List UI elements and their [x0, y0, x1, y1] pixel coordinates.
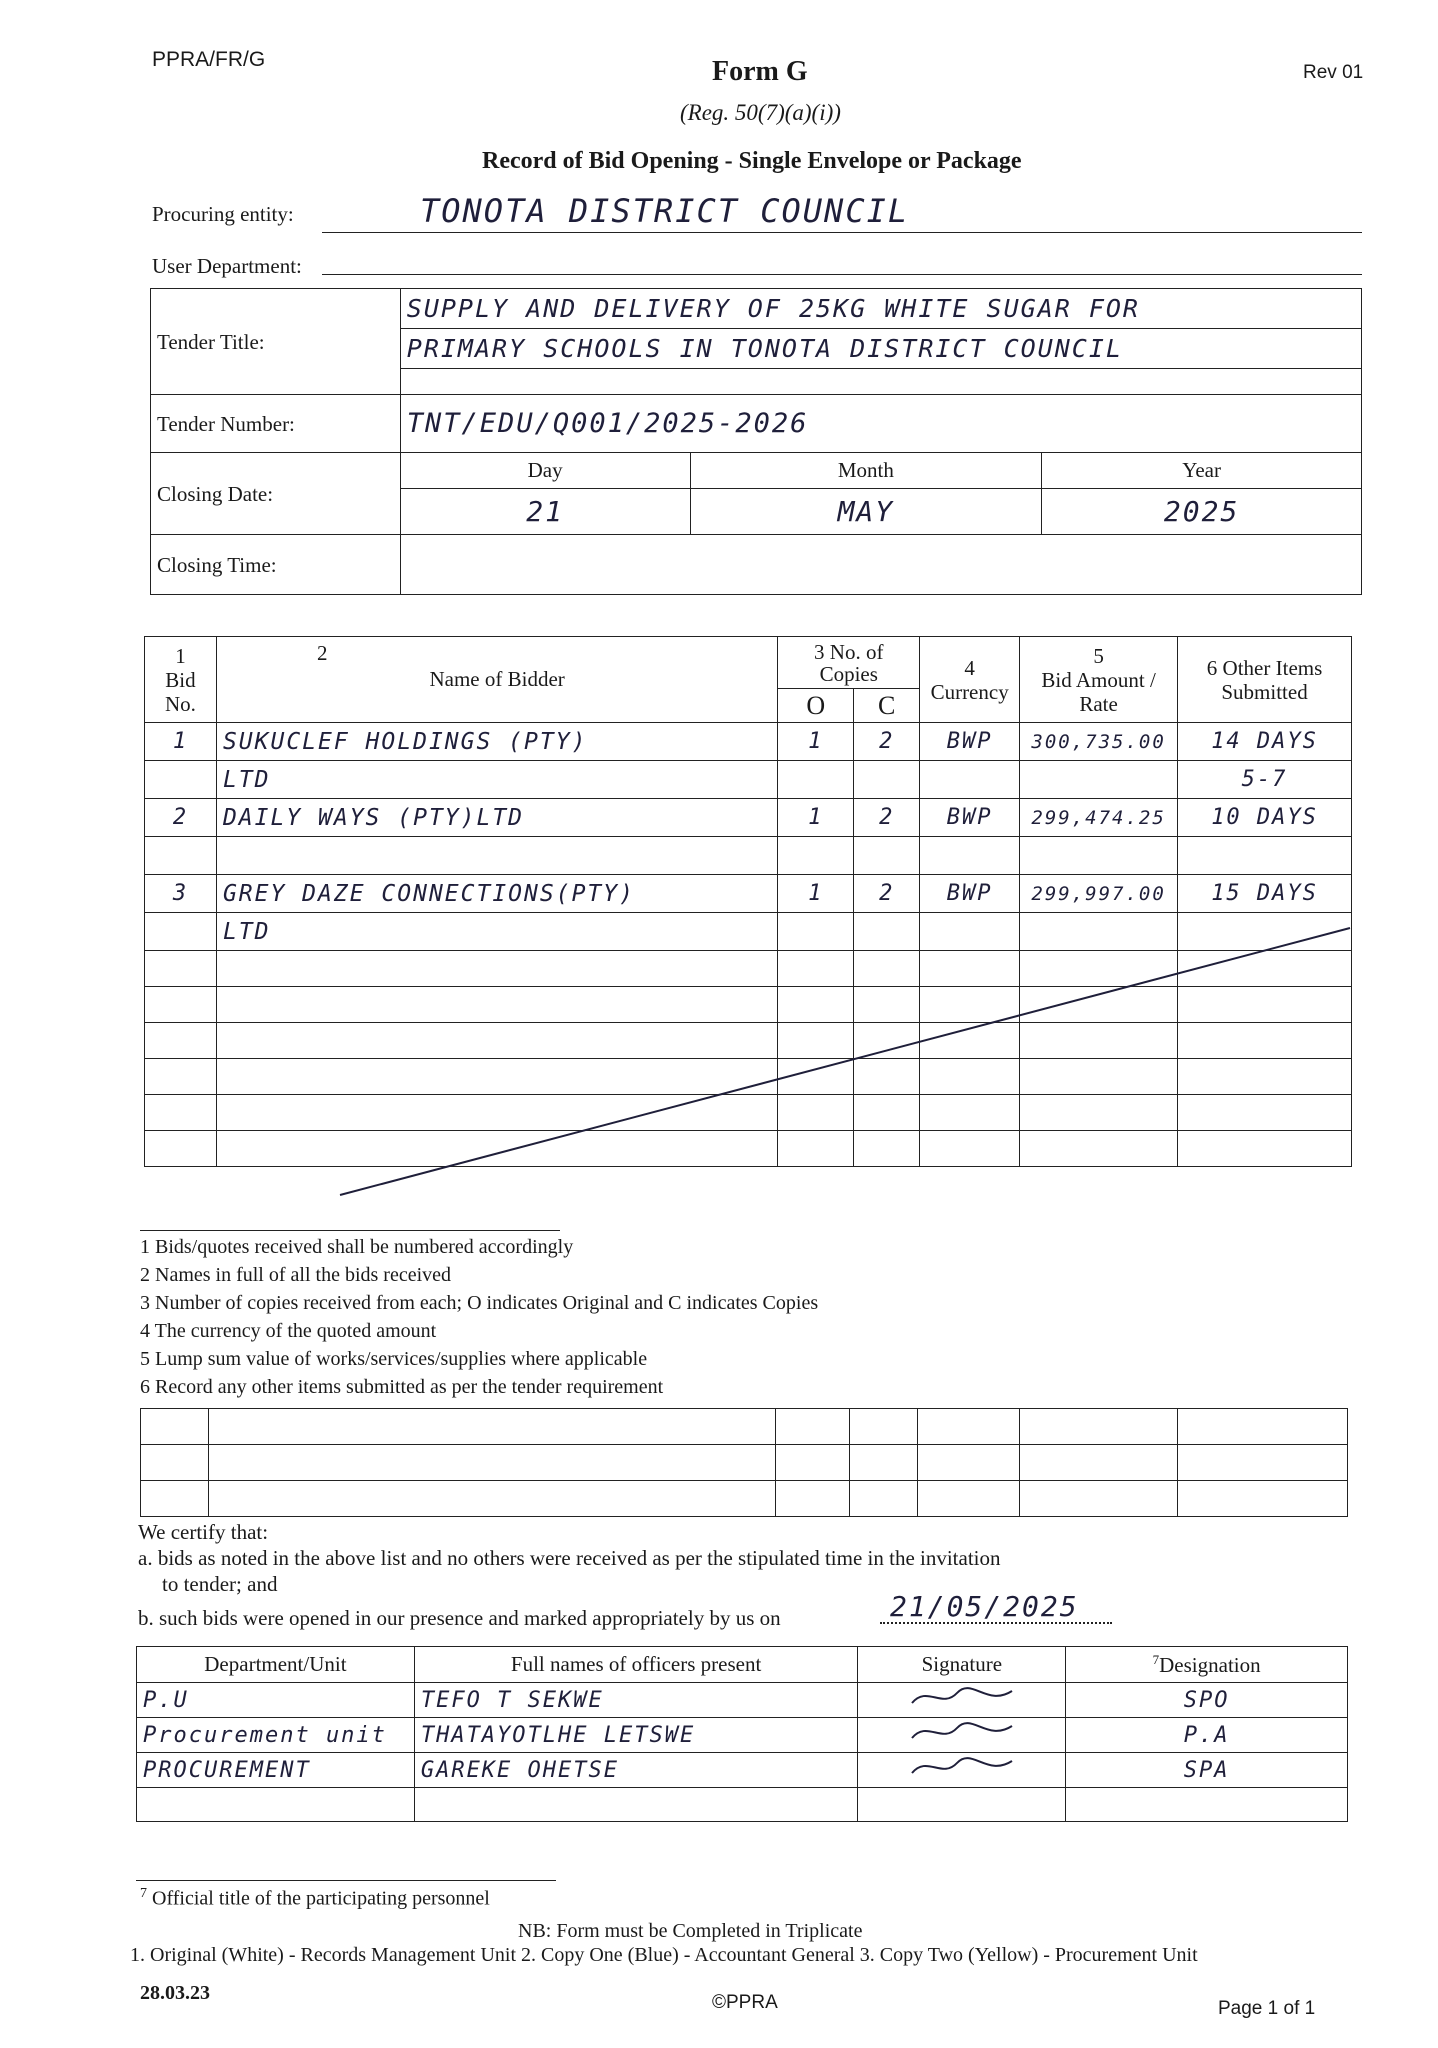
bid-cell-o: 1: [778, 723, 854, 761]
bid-cell-o: 1: [778, 875, 854, 913]
bid-cell-c: 2: [854, 723, 920, 761]
revision-label: Rev 01: [1303, 62, 1364, 83]
user-department-label: User Department:: [152, 254, 302, 278]
officer-designation: SPA: [1066, 1753, 1348, 1788]
procuring-entity-label: Procuring entity:: [152, 202, 294, 226]
bid-cell-c: 2: [854, 799, 920, 837]
officer-designation: P.A: [1066, 1718, 1348, 1753]
officer-row: [137, 1683, 1348, 1718]
copies-distribution: 1. Original (White) - Records Management Unit 2. Copy One (Blue) - Accountant General 3. Copy Two (Yellow) - Procurement Unit: [130, 1944, 1198, 1966]
bid-cell-name: SUKUCLEF HOLDINGS (PTY): [216, 723, 777, 761]
nb-note: NB: Form must be Completed in Triplicate: [518, 1920, 863, 1942]
footnote: 4 The currency of the quoted amount: [140, 1320, 437, 1342]
bid-cell-currency: BWP: [920, 723, 1020, 761]
blank-table: [140, 1408, 1348, 1517]
officer-designation: [1066, 1788, 1348, 1822]
tender-title-line1: SUPPLY AND DELIVERY OF 25KG WHITE SUGAR FOR: [400, 289, 1361, 329]
officer-dept: Procurement unit: [137, 1718, 415, 1753]
col-copies: 3 No. of Copies: [778, 637, 920, 689]
officer-designation: SPO: [1066, 1683, 1348, 1718]
closing-month-value: MAY: [690, 489, 1042, 535]
month-label: Month: [690, 453, 1042, 489]
footnote: 6 Record any other items submitted as per the tender requirement: [140, 1376, 664, 1398]
officer-signature: [858, 1718, 1066, 1753]
signature-scribble: [902, 1718, 1022, 1746]
col-copies-original: O: [778, 689, 854, 723]
officer-signature: [858, 1683, 1066, 1718]
closing-year-value: 2025: [1042, 489, 1362, 535]
bid-cell-no: 1: [145, 723, 217, 761]
bid-cell-other: 5-7: [1178, 761, 1352, 799]
officer-name: GAREKE OHETSE: [414, 1753, 858, 1788]
closing-date-label: Closing Date:: [151, 453, 401, 535]
bid-cell-no: 2: [145, 799, 217, 837]
officer-row: [137, 1788, 1348, 1822]
bid-cell-amount: 299,997.00: [1020, 875, 1178, 913]
bid-cell-name: DAILY WAYS (PTY)LTD: [216, 799, 777, 837]
bid-cell-name: LTD: [216, 913, 777, 951]
col-department: Department/Unit: [137, 1647, 415, 1683]
closing-day-value: 21: [400, 489, 690, 535]
officer-name: THATAYOTLHE LETSWE: [414, 1718, 858, 1753]
officers-table: [136, 1646, 1348, 1822]
officer-dept: [137, 1788, 415, 1822]
form-subtitle: Record of Bid Opening - Single Envelope or Package: [482, 148, 1022, 174]
bid-cell-name: GREY DAZE CONNECTIONS(PTY): [216, 875, 777, 913]
footnote: 3 Number of copies received from each; O indicates Original and C indicates Copies: [140, 1292, 819, 1314]
officer-dept: P.U: [137, 1683, 415, 1718]
officer-dept: PROCUREMENT: [137, 1753, 415, 1788]
certify-date-value: 21/05/2025: [890, 1590, 1079, 1623]
col-currency: 4 Currency: [920, 637, 1020, 723]
officer-row: [137, 1718, 1348, 1753]
bid-cell-o: 1: [778, 799, 854, 837]
tender-title-label: Tender Title:: [151, 289, 401, 395]
tender-number-label: Tender Number:: [151, 395, 401, 453]
certify-a-line1: a. bids as noted in the above list and no others were received as per the stipulated time in the invitation: [138, 1546, 1001, 1570]
col-bid-no: 1 Bid No.: [145, 637, 217, 723]
page-number: Page 1 of 1: [1218, 1998, 1316, 2019]
bid-cell-amount: 300,735.00: [1020, 723, 1178, 761]
col-signature: Signature: [858, 1647, 1066, 1683]
bid-cell-currency: BWP: [920, 799, 1020, 837]
bid-cell-amount: 299,474.25: [1020, 799, 1178, 837]
form-date: 28.03.23: [140, 1982, 210, 2004]
col-bid-amount: 5 Bid Amount / Rate: [1020, 637, 1178, 723]
col-bidder-name: 2 Name of Bidder: [216, 637, 777, 723]
officer-row: [137, 1753, 1348, 1788]
officer-signature: [858, 1753, 1066, 1788]
bid-cell-name: LTD: [216, 761, 777, 799]
col-designation: $^7$Designation: [1066, 1647, 1348, 1683]
officer-name: TEFO T SEKWE: [414, 1683, 858, 1718]
signature-scribble: [902, 1753, 1022, 1781]
bid-cell-c: 2: [854, 875, 920, 913]
year-label: Year: [1042, 453, 1362, 489]
officer-name: [414, 1788, 858, 1822]
footnote-7: $^7$ Official title of the participating personnel: [140, 1886, 490, 1910]
procuring-entity-value: TONOTA DISTRICT COUNCIL: [420, 192, 910, 230]
certify-a-line2: to tender; and: [162, 1572, 278, 1596]
officer-signature: [858, 1788, 1066, 1822]
tender-number-value: TNT/EDU/Q001/2025-2026: [400, 395, 1361, 453]
day-label: Day: [400, 453, 690, 489]
col-copies-copies: C: [854, 689, 920, 723]
col-officer-names: Full names of officers present: [414, 1647, 858, 1683]
closing-time-label: Closing Time:: [151, 535, 401, 595]
certify-b-line: b. such bids were opened in our presence and marked appropriately by us on: [138, 1606, 781, 1630]
bid-cell-other: 15 DAYS: [1178, 875, 1352, 913]
footnote: 2 Names in full of all the bids received: [140, 1264, 452, 1286]
footnote: 1 Bids/quotes received shall be numbered accordingly: [140, 1236, 574, 1258]
copyright: ©PPRA: [712, 1992, 778, 2013]
bid-cell-currency: BWP: [920, 875, 1020, 913]
bid-cell-other: 14 DAYS: [1178, 723, 1352, 761]
bid-cell-other: 10 DAYS: [1178, 799, 1352, 837]
signature-scribble: [902, 1683, 1022, 1711]
footnote: 5 Lump sum value of works/services/supplies where applicable: [140, 1348, 648, 1370]
form-title: Form G: [712, 56, 808, 87]
col-other-items: 6 Other Items Submitted: [1178, 637, 1352, 723]
regulation-ref: (Reg. 50(7)(a)(i)): [680, 100, 841, 125]
form-code: PPRA/FR/G: [152, 48, 266, 71]
certify-intro: We certify that:: [138, 1520, 269, 1544]
bid-cell-no: 3: [145, 875, 217, 913]
tender-title-line2: PRIMARY SCHOOLS IN TONOTA DISTRICT COUNCIL: [400, 329, 1361, 369]
